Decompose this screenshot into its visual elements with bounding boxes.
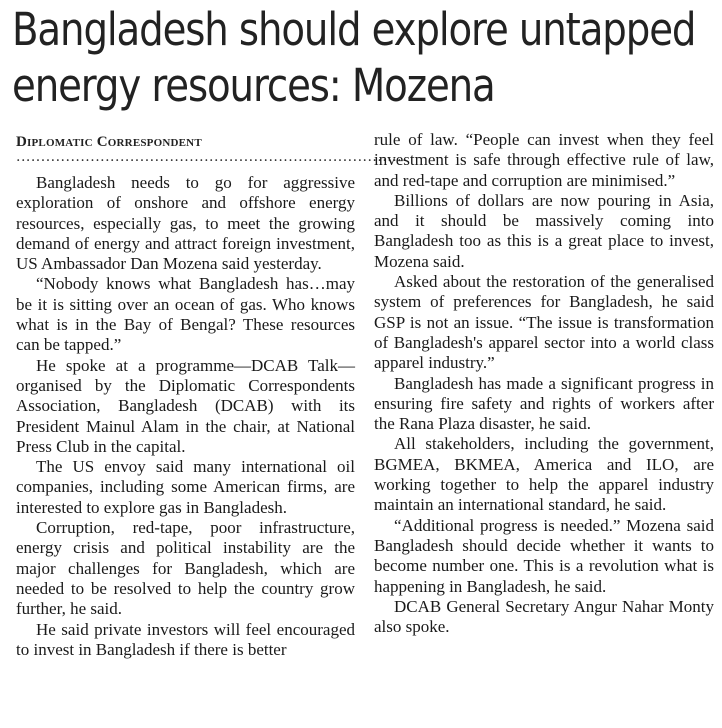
headline-line-2: energy resources: Mozena bbox=[12, 59, 495, 112]
byline-separator: ............................................................................... bbox=[16, 149, 408, 165]
article-column-left bbox=[16, 173, 355, 660]
article-column-right bbox=[374, 130, 714, 637]
paragraph: rule of law. “People can invest when they feel investment is safe through effective rule of law, and red-tape and corruption are minimised.” bbox=[374, 130, 714, 190]
paragraph: DCAB General Secretary Angur Nahar Monty also spoke. bbox=[374, 596, 714, 637]
paragraph: Asked about the restoration of the generalised system of preferences for Bangladesh, he said GSP is not an issue. “The issue is transformation of Bangladesh's apparel sector into a world class apparel industry.” bbox=[374, 272, 714, 373]
paragraph: “Additional progress is needed.” Mozena said Bangladesh should decide whether it wants to become number one. This is a revolution what is happening in Bangladesh, he said. bbox=[374, 515, 714, 596]
paragraph: The US envoy said many international oil companies, including some American firms, are interested to explore gas in Bangladesh. bbox=[16, 457, 355, 517]
paragraph: “Nobody knows what Bangladesh has…may be it is sitting over an ocean of gas. Who knows what is in the Bay of Bengal? These resources can be tapped.” bbox=[16, 274, 355, 355]
paragraph: All stakeholders, including the government, BGMEA, BKMEA, America and ILO, are working together to help the apparel industry maintain an international standard, he said. bbox=[374, 434, 714, 515]
paragraph: He spoke at a programme—DCAB Talk—organised by the Diplomatic Correspondents Association, Bangladesh (DCAB) with its President Mainul Alam in the chair, at National Press Club in the capital. bbox=[16, 355, 355, 456]
paragraph: Billions of dollars are now pouring in Asia, and it should be massively coming into Bangladesh too as this is a great place to invest, Mozena said. bbox=[374, 190, 714, 271]
headline-line-1: Bangladesh should explore untapped bbox=[12, 3, 696, 56]
paragraph: Bangladesh needs to go for aggressive exploration of onshore and offshore energy resources, especially gas, to meet the growing demand of energy and attract foreign investment, US Ambassador Dan Mozena said yesterday. bbox=[16, 173, 355, 274]
paragraph: He said private investors will feel encouraged to invest in Bangladesh if there is better bbox=[16, 619, 355, 659]
byline: Diplomatic Correspondent bbox=[16, 134, 202, 150]
article-headline bbox=[12, 2, 696, 114]
paragraph: Bangladesh has made a significant progress in ensuring fire safety and rights of workers after the Rana Plaza disaster, he said. bbox=[374, 373, 714, 434]
paragraph: Corruption, red-tape, poor infrastructure, energy crisis and political instability are the major challenges for Bangladesh, which are needed to be resolved to help the country grow further, he said. bbox=[16, 518, 355, 619]
